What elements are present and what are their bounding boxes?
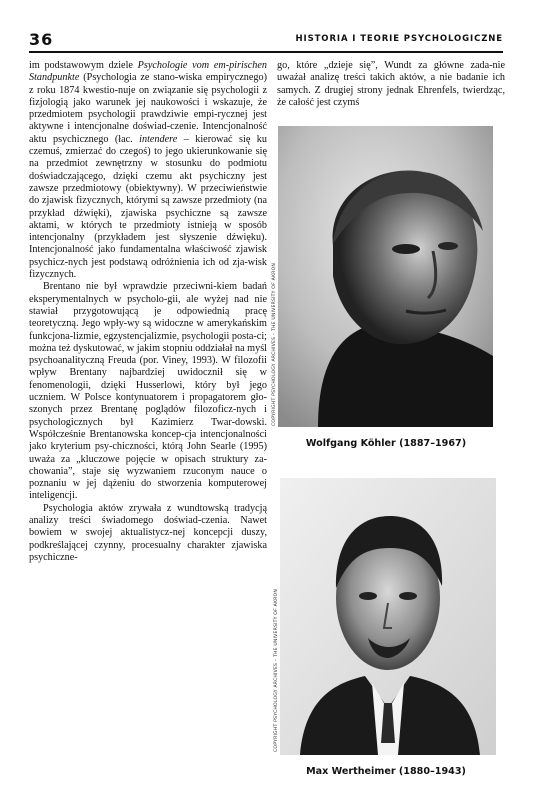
portrait-wertheimer-image	[280, 478, 496, 755]
paragraph-3: Psychologia aktów zrywała z wundtowską tradycją analizy treści świadomego doświad-czenia. Nawet bowiem w swojej aktualistycz-nej koncepcji duszy, podkreślającej czynny, procesualny charakter zjawiska psychiczne-	[29, 502, 267, 563]
photo-credit-1: COPYRIGHT PSYCHOLOGY ARCHIVES – THE UNIVERSITY OF AKRON	[272, 262, 277, 426]
photo-credit-2: COPYRIGHT PSYCHOLOGY ARCHIVES – THE UNIVERSITY OF AKRON	[274, 588, 279, 752]
running-title: HISTORIA I TEORIE PSYCHOLOGICZNE	[295, 34, 503, 44]
paragraph-2: Brentano nie był wprawdzie przeciwni-kiem badań eksperymentalnych w psycholo-gii, ale wyżej nad nie stawiał przygotowującą je odpowiednią pracę teoretyczną. Jego wpły-wy są widoczne w amerykańskim funkcjona-lizmie, egzystencjalizmie, psychologii posta-ci; można też dyskutować, w jakim stopniu oddziałał na myśl psychoanalityczną Freuda (por. Viney, 1993). W filozofii wpływ Brentany najbardziej uwidocznił się w fenomenologii, dzięki Husserlowi, który był jego uczniem. W Polsce kontynuatorem i propagatorem gło-szonych przez Brentanę poglądów filozoficz-nych i psychologicznych był Kazimierz Twar-dowski. Współcześnie Brentanowska koncep-cja intencjonalności jako kryterium psy-chiczności, którą John Searle (1995) uważa za „kluczowe pojęcie w opisach struktury za-chowania”, staje się wyzwaniem rzuconym nauce o poznaniu w jej dążeniu do stworzenia komputerowej inteligencji.	[29, 281, 267, 502]
page-header	[29, 30, 503, 50]
header-rule	[29, 51, 503, 53]
portrait-kohler-image	[278, 126, 493, 427]
left-column	[29, 60, 267, 765]
book-title: Psychologie vom em-pirischen Standpunkte	[29, 60, 267, 84]
portrait-photo-wertheimer	[280, 478, 496, 755]
caption-wertheimer: Max Wertheimer (1880–1943)	[306, 766, 466, 777]
right-column-text	[277, 60, 505, 109]
paragraph-4: go, które „dzieje się”, Wundt za główne zada-nie uważał analizę treści takich aktów, a nie badanie ich samych. Z drugiej strony jednak Ehrenfels, twierdząc, że całość jest czymś	[277, 60, 505, 108]
page-number: 36	[29, 30, 54, 49]
caption-kohler: Wolfgang Köhler (1887–1967)	[305, 438, 467, 449]
latin-term: intendere	[139, 133, 178, 145]
portrait-photo-kohler	[278, 126, 493, 427]
paragraph-1: im podstawowym dziele Psychologie vom em-pirischen Standpunkte (Psychologia ze stano-wiska empirycznego) z roku 1874 kwestio-nuje on związanie się psychologii z fizjologią jako warunek jej naukowości i wskazuje, że przedmiotem psychologii prawdziwie empi-rycznej jest aktywne i intencjonalne doświad-czenie. Intencjonalność aktu psychicznego (łac. intendere – kierować się ku czemuś, zmierzać do czegoś) to jego ukierunkowanie się na przedmiot zewnętrzny w stosunku do podmiotu doświadczającego, dzięki czemu akt psychiczny jest zawsze przedmiotowy (obiektywny). W przeciwieństwie do zjawisk fizycznych, którymi są zawsze przedmioty (na przykład dźwięki), zjawiska psychiczne są zawsze aktami, w których te przedmioty istnieją w sposób intencjonalny (przykładem jest słyszenie dźwięku). Intencjonalność jako fundamentalna właściwość zjawisk psychicz-nych jest podstawą odróżnienia ich od zja-wisk fizycznych.	[29, 60, 267, 281]
